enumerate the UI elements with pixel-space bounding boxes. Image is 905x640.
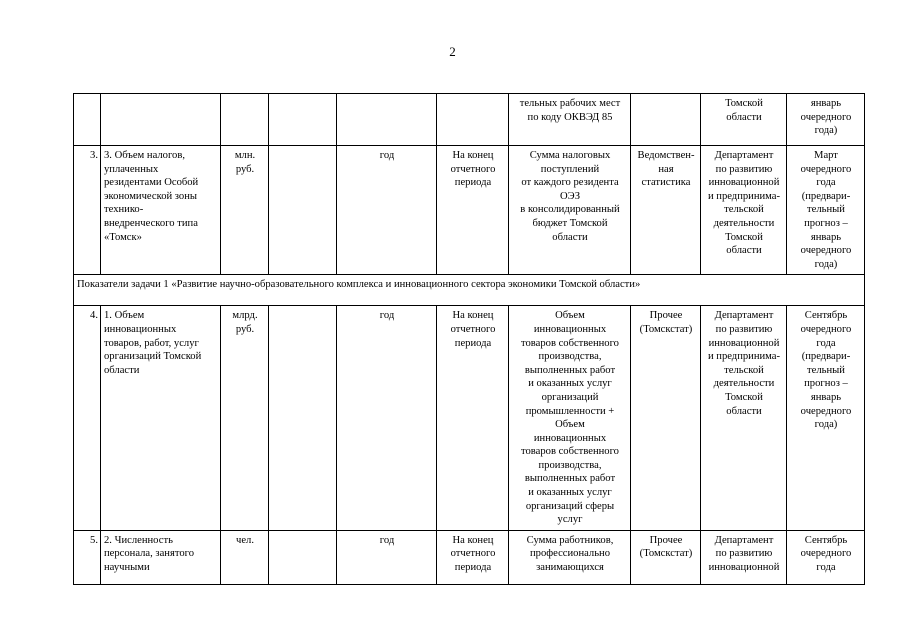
periodicity-cell xyxy=(337,94,437,146)
cell-text-line: деятельности xyxy=(713,217,775,229)
cell-text-line: года xyxy=(816,562,836,574)
cell-text-line: года xyxy=(816,177,836,189)
cell-text-line: области xyxy=(726,405,762,417)
cell-text-line: Томской xyxy=(725,231,763,243)
cell-text-line: выполненных работ xyxy=(524,364,616,376)
cell-text-line: очередного xyxy=(800,111,852,123)
cell-text-line: тельных рабочих мест xyxy=(519,98,621,109)
cell-text-line: научными xyxy=(104,562,150,574)
cell-text-line: Департамент xyxy=(714,534,774,546)
unit-cell xyxy=(221,530,269,584)
cell-text-line: тельный xyxy=(807,204,845,216)
cell-text-line: очередного xyxy=(800,163,852,175)
cell-text-line: (Томскстат) xyxy=(639,548,693,560)
deadline-cell xyxy=(787,94,865,146)
cell-text-line: области xyxy=(104,364,140,376)
cell-text-line: по развитию xyxy=(715,163,773,175)
data-source-cell xyxy=(631,146,701,275)
indicator-name-cell xyxy=(101,94,221,146)
cell-text-line: год xyxy=(379,150,395,161)
cell-text-line: 4. xyxy=(90,310,98,322)
section-row xyxy=(74,275,865,306)
cell-text-line: и предпринима- xyxy=(707,351,781,363)
cell-text-line: Сентябрь xyxy=(804,534,848,546)
cell-text-line: организаций Томской xyxy=(104,351,202,363)
cell-text-line: по развитию xyxy=(715,548,773,560)
cell-text-line: производства, xyxy=(538,459,602,471)
cell-text-line: прогноз – xyxy=(804,217,848,229)
cell-text-line: и оказанных услуг xyxy=(528,487,612,499)
cell-text-line: год xyxy=(379,310,395,322)
cell-text-line: в консолидированный xyxy=(520,204,620,216)
cell-text-line: инновационной xyxy=(708,177,780,189)
cell-text-line: очередного xyxy=(800,548,852,560)
cell-text-line: руб. xyxy=(235,163,255,175)
blank-cell xyxy=(269,94,337,146)
cell-text-line: Департамент xyxy=(714,150,774,161)
cell-text-line: очередного xyxy=(800,323,852,335)
cell-text-line: ная xyxy=(658,163,674,175)
cell-text-line: очередного xyxy=(800,245,852,257)
responsible-cell xyxy=(701,94,787,146)
time-point-cell xyxy=(437,94,509,146)
cell-text-line: инновационных xyxy=(104,323,177,335)
cell-text-line: области xyxy=(552,231,588,243)
cell-text-line: Сумма работников, xyxy=(526,534,614,546)
cell-text-line: тельный xyxy=(807,364,845,376)
time-point-cell xyxy=(437,530,509,584)
cell-text-line: инновационной xyxy=(708,337,780,349)
cell-text-line: инновационных xyxy=(533,432,607,444)
blank-cell xyxy=(269,306,337,531)
cell-text-line: года) xyxy=(814,125,838,137)
cell-text-line: и предпринима- xyxy=(707,190,781,202)
cell-text-line: год xyxy=(379,534,395,546)
cell-text-line: На конец xyxy=(452,150,494,161)
row-number-cell xyxy=(74,530,101,584)
cell-text-line: товаров собственного xyxy=(521,337,619,349)
cell-text-line: отчетного xyxy=(450,548,496,560)
cell-text-line: Томской xyxy=(725,98,763,109)
time-point-cell xyxy=(437,146,509,275)
cell-text-line: от каждого резидента xyxy=(521,177,619,189)
cell-text-line: и оказанных услуг xyxy=(528,378,612,390)
calculation-method-cell xyxy=(509,306,631,531)
row-number-cell xyxy=(74,94,101,146)
cell-text-line: (предвари- xyxy=(801,190,851,202)
cell-text-line: поступлений xyxy=(540,163,600,175)
cell-text-line: периода xyxy=(454,562,492,574)
data-source-cell xyxy=(631,530,701,584)
time-point-cell xyxy=(437,306,509,531)
cell-text-line: руб. xyxy=(235,323,255,335)
cell-text-line: года) xyxy=(814,419,838,431)
table-row xyxy=(74,530,865,584)
cell-text-line: экономической зоны xyxy=(104,190,198,202)
responsible-cell xyxy=(701,530,787,584)
cell-text-line: технико- xyxy=(104,204,144,216)
cell-text-line: по коду ОКВЭД 85 xyxy=(527,111,613,123)
cell-text-line: Март xyxy=(814,150,838,161)
unit-cell xyxy=(221,306,269,531)
responsible-cell xyxy=(701,306,787,531)
cell-text-line: 5. xyxy=(90,534,98,546)
cell-text-line: статистика xyxy=(641,177,691,189)
indicator-name-cell xyxy=(101,530,221,584)
cell-text-line: Прочее xyxy=(649,534,683,546)
indicator-name-cell xyxy=(101,306,221,531)
blank-cell xyxy=(269,146,337,275)
cell-text-line: отчетного xyxy=(450,163,496,175)
indicator-name-cell xyxy=(101,146,221,275)
blank-cell xyxy=(269,530,337,584)
cell-text-line: 1. Объем xyxy=(104,310,145,322)
cell-text-line: Сентябрь xyxy=(804,310,848,322)
calculation-method-cell xyxy=(509,94,631,146)
cell-text-line: На конец xyxy=(452,534,494,546)
page-number: 2 xyxy=(449,44,456,59)
cell-text-line: ОЭЗ xyxy=(559,190,581,202)
cell-text-line: На конец xyxy=(452,310,494,322)
unit-cell xyxy=(221,146,269,275)
cell-text-line: профессионально xyxy=(529,548,610,560)
cell-text-line: занимающихся xyxy=(536,562,604,574)
cell-text-line: производства, xyxy=(538,351,602,363)
cell-text-line: бюджет Томской xyxy=(532,217,608,229)
cell-text-line: резидентами Особой xyxy=(104,177,199,189)
cell-text-line: 3. xyxy=(90,150,98,161)
data-source-cell xyxy=(631,94,701,146)
cell-text-line: млрд. xyxy=(232,310,258,322)
responsible-cell xyxy=(701,146,787,275)
cell-text-line: январь xyxy=(810,98,842,109)
deadline-cell xyxy=(787,146,865,275)
cell-text-line: деятельности xyxy=(713,378,775,390)
row-number-cell xyxy=(74,146,101,275)
cell-text-line: январь xyxy=(810,231,842,243)
cell-text-line: тельской xyxy=(724,204,764,216)
cell-text-line: уплаченных xyxy=(104,163,159,175)
cell-text-line: очередного xyxy=(800,405,852,417)
cell-text-line: внедренческого типа xyxy=(104,217,198,229)
deadline-cell xyxy=(787,306,865,531)
cell-text-line: промышленности + xyxy=(525,405,615,417)
cell-text-line: по развитию xyxy=(715,323,773,335)
section-heading-cell: Показатели задачи 1 «Развитие научно-образовательного комплекса и инновационного сектора экономики Томской области» xyxy=(74,275,865,306)
cell-text-line: товаров, работ, услуг xyxy=(104,337,199,349)
row-number-cell xyxy=(74,306,101,531)
cell-text-line: Сумма налоговых xyxy=(529,150,611,161)
cell-text-line: (предвари- xyxy=(801,351,851,363)
cell-text-line: персонала, занятого xyxy=(104,548,195,560)
cell-text-line: периода xyxy=(454,177,492,189)
cell-text-line: области xyxy=(726,245,762,257)
cell-text-line: 2. Численность xyxy=(104,534,173,546)
table-row xyxy=(74,94,865,146)
cell-text-line: Объем xyxy=(555,310,585,322)
cell-text-line: Департамент xyxy=(714,310,774,322)
cell-text-line: услуг xyxy=(557,514,583,526)
cell-text-line: Объем xyxy=(555,419,585,431)
cell-text-line: года xyxy=(816,337,836,349)
calculation-method-cell xyxy=(509,146,631,275)
periodicity-cell xyxy=(337,146,437,275)
cell-text-line: инновационной xyxy=(708,562,780,574)
cell-text-line: области xyxy=(726,111,762,123)
cell-text-line: тельской xyxy=(724,364,764,376)
unit-cell xyxy=(221,94,269,146)
cell-text-line: отчетного xyxy=(450,323,496,335)
cell-text-line: выполненных работ xyxy=(524,473,616,485)
cell-text-line: организаций xyxy=(541,391,599,403)
periodicity-cell xyxy=(337,306,437,531)
data-source-cell xyxy=(631,306,701,531)
cell-text-line: Ведомствен- xyxy=(637,150,695,161)
cell-text-line: млн. xyxy=(234,150,256,161)
cell-text-line: чел. xyxy=(236,534,254,546)
cell-text-line: года) xyxy=(814,258,838,270)
cell-text-line: январь xyxy=(810,391,842,403)
table-row xyxy=(74,306,865,531)
cell-text-line: «Томск» xyxy=(104,231,142,243)
cell-text-line: (Томскстат) xyxy=(639,323,693,335)
cell-text-line: периода xyxy=(454,337,492,349)
cell-text-line: Прочее xyxy=(649,310,683,322)
periodicity-cell xyxy=(337,530,437,584)
calculation-method-cell xyxy=(509,530,631,584)
cell-text-line: прогноз – xyxy=(804,378,848,390)
cell-text-line: организаций сферы xyxy=(525,500,615,512)
cell-text-line: 3. Объем налогов, xyxy=(104,150,185,161)
indicators-table xyxy=(73,93,865,585)
cell-text-line: Томской xyxy=(725,391,763,403)
table-row xyxy=(74,146,865,275)
deadline-cell xyxy=(787,530,865,584)
cell-text-line: инновационных xyxy=(533,323,607,335)
cell-text-line: товаров собственного xyxy=(521,446,619,458)
